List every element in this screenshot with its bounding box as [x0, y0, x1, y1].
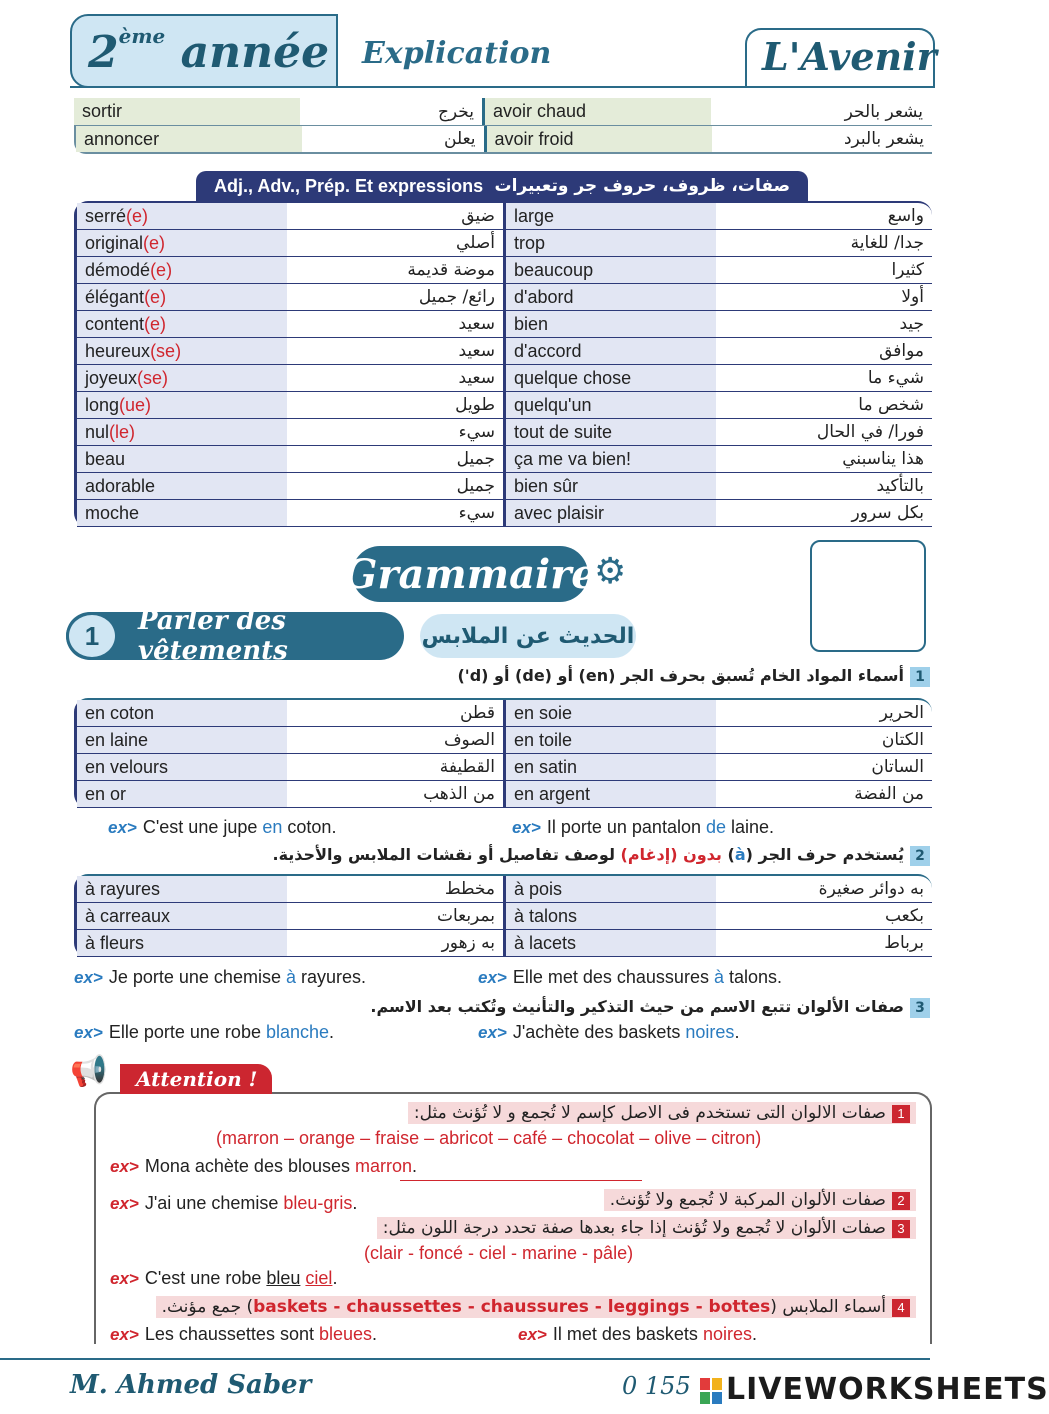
- example: ex> C'est une robe bleu ciel.: [110, 1268, 338, 1288]
- rule-text: أسماء المواد الخام تُسبق بحرف الجر (en) أو (de) أو (d'): [457, 666, 904, 685]
- table-row: [77, 284, 932, 311]
- lesson-title-ar: الحديث عن الملابس: [420, 614, 636, 658]
- term-fr: heureux (se): [77, 338, 287, 364]
- term-ar: بالتأكيد: [876, 476, 924, 496]
- patterns-table: [74, 874, 932, 957]
- table-row: [77, 311, 932, 338]
- header-explication: Explication: [362, 36, 552, 71]
- term-ar: سعيد: [458, 314, 495, 334]
- rule-number: 3: [892, 1220, 910, 1238]
- table-row: [77, 257, 932, 284]
- table-row: [74, 98, 932, 126]
- attention-rule-2: 2صفات الألوان المركبة لا تُجمع ولا تُؤنث.: [604, 1189, 916, 1211]
- adj-section-title: [196, 171, 808, 201]
- term-fr: long (ue): [77, 392, 287, 418]
- term-fr: d'accord: [506, 338, 716, 364]
- adj-table: [74, 201, 932, 527]
- term-fr: large: [506, 203, 716, 229]
- adj-title-ar: صفات، ظروف، حروف جر وتعبيرات: [494, 176, 790, 196]
- liveworksheets-logo-icon: [700, 1378, 722, 1404]
- verb-fr: annoncer: [76, 126, 302, 152]
- term-ar: سعيد: [458, 368, 495, 388]
- footer-divider: [0, 1358, 930, 1360]
- attention-rule-1: 1صفات الالوان التى تستخدم فى الاصل كإسم لا تُجمع و لا تُؤنث مثل:: [408, 1102, 916, 1124]
- term-fr: en satin: [506, 754, 716, 780]
- term-ar: جميل: [456, 449, 495, 469]
- term-ar: الحرير: [879, 703, 924, 723]
- term-ar: رائع/ جميل: [418, 287, 495, 307]
- rule-number: 1: [910, 667, 930, 687]
- term-fr: bien: [506, 311, 716, 337]
- phone-number: 0 155: [622, 1372, 691, 1400]
- rule-number: 4: [892, 1299, 910, 1317]
- term-ar: ضيق: [461, 206, 495, 226]
- term-ar: مخطط: [444, 879, 495, 899]
- author-name: M. Ahmed Saber: [70, 1370, 312, 1400]
- rule-3: 3صفات الألوان تتبع الاسم من حيث التذكير والتأنيث وتُكتب بعد الاسم.: [370, 997, 930, 1018]
- term-fr: à rayures: [77, 876, 287, 902]
- term-ar: قطن: [459, 703, 495, 723]
- table-row: [77, 781, 932, 808]
- term-ar: من الفضة: [854, 784, 924, 804]
- term-fr: trop: [506, 230, 716, 256]
- example: ex> Il met des baskets noires.: [518, 1324, 757, 1344]
- term-ar: واسع: [887, 206, 924, 226]
- term-fr: serré (e): [77, 203, 287, 229]
- term-fr: content (e): [77, 311, 287, 337]
- grammaire-title: Grammaire: [352, 546, 588, 602]
- term-fr: quelque chose: [506, 365, 716, 391]
- term-ar: موافق: [879, 341, 924, 361]
- rule-number: 2: [892, 1192, 910, 1210]
- term-ar: جيد: [899, 314, 924, 334]
- term-fr: quelqu'un: [506, 392, 716, 418]
- term-ar: سيء: [458, 422, 495, 442]
- term-ar: أولا: [901, 287, 924, 307]
- table-row: [77, 473, 932, 500]
- example: ex> Mona achète des blouses marron.: [110, 1156, 418, 1176]
- term-fr: élégant (e): [77, 284, 287, 310]
- table-row: [77, 203, 932, 230]
- table-row: [77, 500, 932, 527]
- ex-marker: ex>: [110, 1269, 139, 1288]
- example: ex> Je porte une chemise à rayures.: [74, 967, 367, 987]
- term-ar: بمربعات: [436, 906, 495, 926]
- divider: [400, 1180, 642, 1181]
- ex-marker: ex>: [110, 1194, 139, 1213]
- ex-marker: ex>: [478, 968, 507, 987]
- ex-marker: ex>: [74, 1023, 103, 1042]
- term-ar: الساتان: [871, 757, 924, 777]
- verb-ar: يخرج: [437, 101, 474, 122]
- term-ar: برباط: [884, 933, 924, 953]
- term-ar: موضة قديمة: [407, 260, 495, 280]
- term-ar: سيء: [458, 503, 495, 523]
- example: ex> Les chaussettes sont bleues.: [110, 1324, 378, 1344]
- example: ex> Il porte un pantalon de laine.: [512, 817, 775, 837]
- term-fr: original (e): [77, 230, 287, 256]
- ex-marker: ex>: [108, 818, 137, 837]
- term-fr: moche: [77, 500, 287, 526]
- term-fr: en argent: [506, 781, 716, 807]
- term-fr: adorable: [77, 473, 287, 499]
- table-row: [77, 754, 932, 781]
- table-row: [77, 876, 932, 903]
- table-row: [77, 700, 932, 727]
- example: ex> J'ai une chemise bleu-gris.: [110, 1193, 358, 1213]
- table-row: [77, 419, 932, 446]
- attention-title: Attention !: [120, 1064, 272, 1094]
- term-ar: شيء ما: [867, 368, 924, 388]
- term-fr: en velours: [77, 754, 287, 780]
- term-fr: en soie: [506, 700, 716, 726]
- example: ex> Elle met des chaussures à talons.: [478, 967, 783, 987]
- term-fr: en toile: [506, 727, 716, 753]
- table-row: [77, 727, 932, 754]
- term-fr: beau: [77, 446, 287, 472]
- term-fr: à talons: [506, 903, 716, 929]
- ex-marker: ex>: [74, 968, 103, 987]
- term-ar: سعيد: [458, 341, 495, 361]
- table-row: [77, 446, 932, 473]
- term-fr: bien sûr: [506, 473, 716, 499]
- term-ar: به زهور: [441, 933, 495, 953]
- term-ar: هذا يناسبني: [842, 449, 924, 469]
- verb-fr: sortir: [74, 98, 300, 125]
- table-row: [77, 338, 932, 365]
- materials-table: [74, 698, 932, 808]
- term-ar: من الذهب: [423, 784, 495, 804]
- example: ex> Elle porte une robe blanche.: [74, 1022, 335, 1042]
- table-row: [77, 930, 932, 957]
- verb-fr: avoir chaud: [485, 98, 711, 125]
- term-fr: à pois: [506, 876, 716, 902]
- term-ar: فورا/ في الحال: [816, 422, 924, 442]
- term-ar: شخص ما: [858, 395, 924, 415]
- ex-marker: ex>: [110, 1325, 139, 1344]
- term-ar: القطيفة: [439, 757, 495, 777]
- table-row: [77, 365, 932, 392]
- attention-rule-4: 4أسماء الملابس (baskets - chaussettes - chaussures - leggings - bottes) جمع مؤنث.: [156, 1296, 916, 1318]
- rule-2: 2يُستخدم حرف الجر (à) بدون (إدغام) لوصف تفاصيل أو نقشات الملابس والأحذية.: [273, 845, 930, 866]
- table-row: [77, 392, 932, 419]
- verb-table: [74, 98, 932, 154]
- term-fr: avec plaisir: [506, 500, 716, 526]
- header-divider: [70, 86, 935, 88]
- term-ar: الصوف: [443, 730, 495, 750]
- term-ar: جميل: [456, 476, 495, 496]
- verb-ar: يشعر بالحر: [844, 101, 923, 122]
- book-title: L'Avenir: [762, 34, 937, 79]
- example: ex> C'est une jupe en coton.: [108, 817, 337, 837]
- table-row: [74, 126, 932, 154]
- rule-1: [457, 666, 930, 687]
- term-fr: à lacets: [506, 930, 716, 956]
- table-row: [77, 230, 932, 257]
- term-fr: à fleurs: [77, 930, 287, 956]
- rule-number: 2: [910, 846, 930, 866]
- lesson-number: 1: [66, 612, 118, 660]
- watermark: LIVEWORKSHEETS: [726, 1372, 1049, 1407]
- table-row: [77, 903, 932, 930]
- term-fr: d'abord: [506, 284, 716, 310]
- term-fr: à carreaux: [77, 903, 287, 929]
- ex-marker: ex>: [478, 1023, 507, 1042]
- verb-fr: avoir froid: [487, 126, 713, 152]
- term-fr: ça me va bien!: [506, 446, 716, 472]
- term-fr: nul (le): [77, 419, 287, 445]
- ex-marker: ex>: [518, 1325, 547, 1344]
- term-ar: طويل: [455, 395, 495, 415]
- empty-box: [810, 540, 926, 652]
- attention-rule-3: 3صفات الألوان لا تُجمع ولا تُؤنث إذا جاء بعدها صفة تحدد درجة اللون مثل:: [377, 1217, 916, 1239]
- term-fr: beaucoup: [506, 257, 716, 283]
- verb-ar: يشعر بالبرد: [843, 129, 925, 149]
- gears-icon: ⚙: [594, 550, 627, 591]
- ex-marker: ex>: [512, 818, 541, 837]
- megaphone-icon: 📢: [70, 1055, 108, 1088]
- term-fr: en or: [77, 781, 287, 807]
- term-ar: كثيرا: [891, 260, 924, 280]
- rule-number: 1: [892, 1105, 910, 1123]
- rule-number: 3: [910, 998, 930, 1018]
- example: ex> J'achète des baskets noires.: [478, 1022, 740, 1042]
- term-ar: به دوائر صغيرة: [818, 879, 924, 899]
- verb-ar: يعلن: [444, 129, 476, 149]
- shade-list: (clair - foncé - ciel - marine - pâle): [364, 1243, 634, 1263]
- ex-marker: ex>: [110, 1157, 139, 1176]
- term-fr: joyeux (se): [77, 365, 287, 391]
- adj-title-fr: Adj., Adv., Prép. Et expressions: [214, 175, 484, 196]
- term-fr: tout de suite: [506, 419, 716, 445]
- lesson-title: Parler des vêtements: [66, 612, 404, 660]
- term-fr: démodé (e): [77, 257, 287, 283]
- term-ar: الكتان: [881, 730, 924, 750]
- term-ar: جدا/ للغاية: [850, 233, 924, 253]
- term-ar: بكعب: [884, 906, 924, 926]
- term-ar: أصلي: [456, 233, 495, 253]
- color-list: (marron – orange – fraise – abricot – café – chocolat – olive – citron): [216, 1128, 762, 1148]
- term-fr: en laine: [77, 727, 287, 753]
- header-year: 2ème année: [88, 24, 330, 78]
- term-ar: بكل سرور: [851, 503, 924, 523]
- term-fr: en coton: [77, 700, 287, 726]
